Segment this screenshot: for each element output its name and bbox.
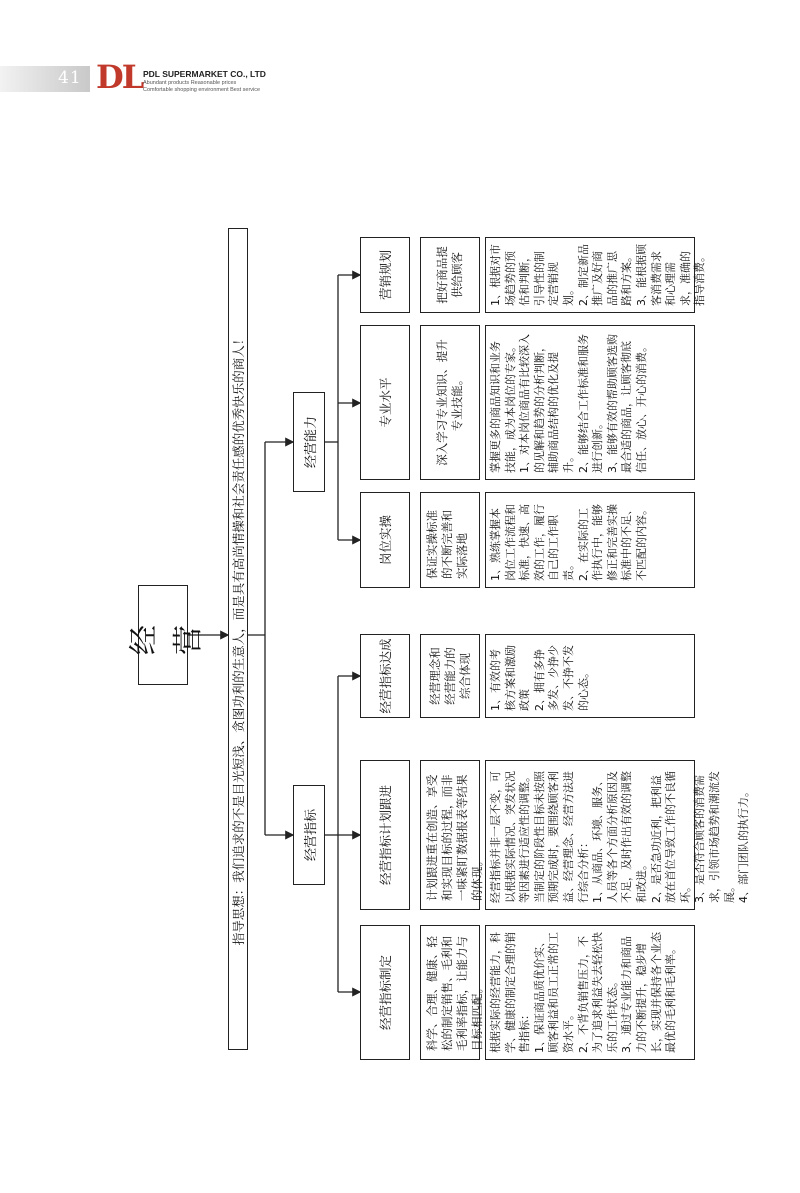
goal-indicator-achievement: 经营理念和经营能力的综合体现 (420, 634, 480, 718)
page-number: 41 (58, 68, 82, 88)
company-name: PDL SUPERMARKET CO., LTD (143, 69, 266, 79)
item-indicator-achievement: 经营指标达成 (360, 634, 410, 718)
item-job-practice: 岗位实操 (360, 492, 410, 588)
detail-indicator-achievement: 1、有效的考核方案和激励政策 2、拥有多挣多发、少挣少发、不挣不发的心态。 (485, 634, 695, 718)
detail-indicator-tracking: 经营指标并非一层不变，可以根据实际情况、突发状况等因素进行适应性的调整。 当制定的阶段性目标未按照预期完成时，要围绕顾客利益、经营理念、经营方法进行综合分析： 1、从商品、环境、服务、人员等各个方面分析原因及不足，及时作出有效的调整和改进。 2、是否急功近利，把利益放在首位导致工作的不良循环。 3、是否符合顾客的消费需求，引领市场趋势和潮流发展。 4、部门团队的执行力。 (485, 760, 695, 910)
chart-title: 经 营 (138, 585, 188, 685)
detail-indicator-setting: 根据实际的经营能力，科学、健康的制定合理的销售指标： 1、保证商品质优价实、顾客利益和员工正常的工资水平。 2、不背负销售压力，不为了追求利益失去轻松快乐的工作状态。 3、通过专业能力和商品力的不断提升，稳步增长，实现并保持各个业态最优的毛利和毛利率。 (485, 925, 695, 1060)
goal-job-practice: 保证实操标准的不断完善和实际落地 (420, 492, 480, 588)
detail-job-practice: 1、熟练掌握本岗位工作流程和标准，快速、高效的工作，履行自己的工作职责。 2、在实际的工作执行中，能够修正和完善实操标准中的不足、不匹配的内容。 (485, 492, 695, 588)
detail-marketing-plan: 1、根据对市场趋势的预估和判断，引导性的制定营销规划。 2、制定新品推广及好商品的推广思路和方案。 3、能根据顾客消费需求和心理需求，准确的指导消费。 (485, 237, 695, 313)
detail-professional-level: 掌握更多的商品知识和业务技能，成为本岗位的专家。 1、对本岗位商品有比较深入的见解和趋势的分析判断，辅助商品结构的优化及提升。 2、能够结合工作标准和服务进行创新。 3、能够有效的帮助顾客选购最合适的商品，让顾客彻底信任、放心、开心的消费。 (485, 325, 695, 480)
item-marketing-plan: 营销规划 (360, 237, 410, 313)
company-logo: DL (96, 58, 143, 96)
goal-indicator-tracking: 计划跟进重在创造、享受和实现目标的过程，而非一味紧盯数据报表等结果的体现。 (420, 760, 480, 910)
branch-indicators: 经营指标 (293, 785, 325, 885)
goal-professional-level: 深入学习专业知识、提升专业技能。 (420, 325, 480, 480)
operations-chart (120, 200, 760, 1080)
branch-capability: 经营能力 (293, 392, 325, 492)
goal-marketing-plan: 把好商品提供给顾客 (420, 237, 480, 313)
company-slogan-2: Comfortable shopping environment Best service (143, 87, 261, 93)
company-slogan-1: Abundant products Reasonable prices (143, 80, 237, 86)
guiding-principle: 指导思想：我们追求的不是目光短浅、贪图功利的生意人，而是具有高尚情操和社会责任感的优秀快乐的商人！ (228, 228, 248, 1050)
goal-indicator-setting: 科学、合理、健康、轻松的制定销售、毛利和毛利率指标，让能力与目标相匹配。 (420, 925, 480, 1060)
item-indicator-setting: 经营指标制定 (360, 925, 410, 1060)
item-indicator-tracking: 经营指标计划跟进 (360, 760, 410, 910)
item-professional-level: 专业水平 (360, 325, 410, 480)
